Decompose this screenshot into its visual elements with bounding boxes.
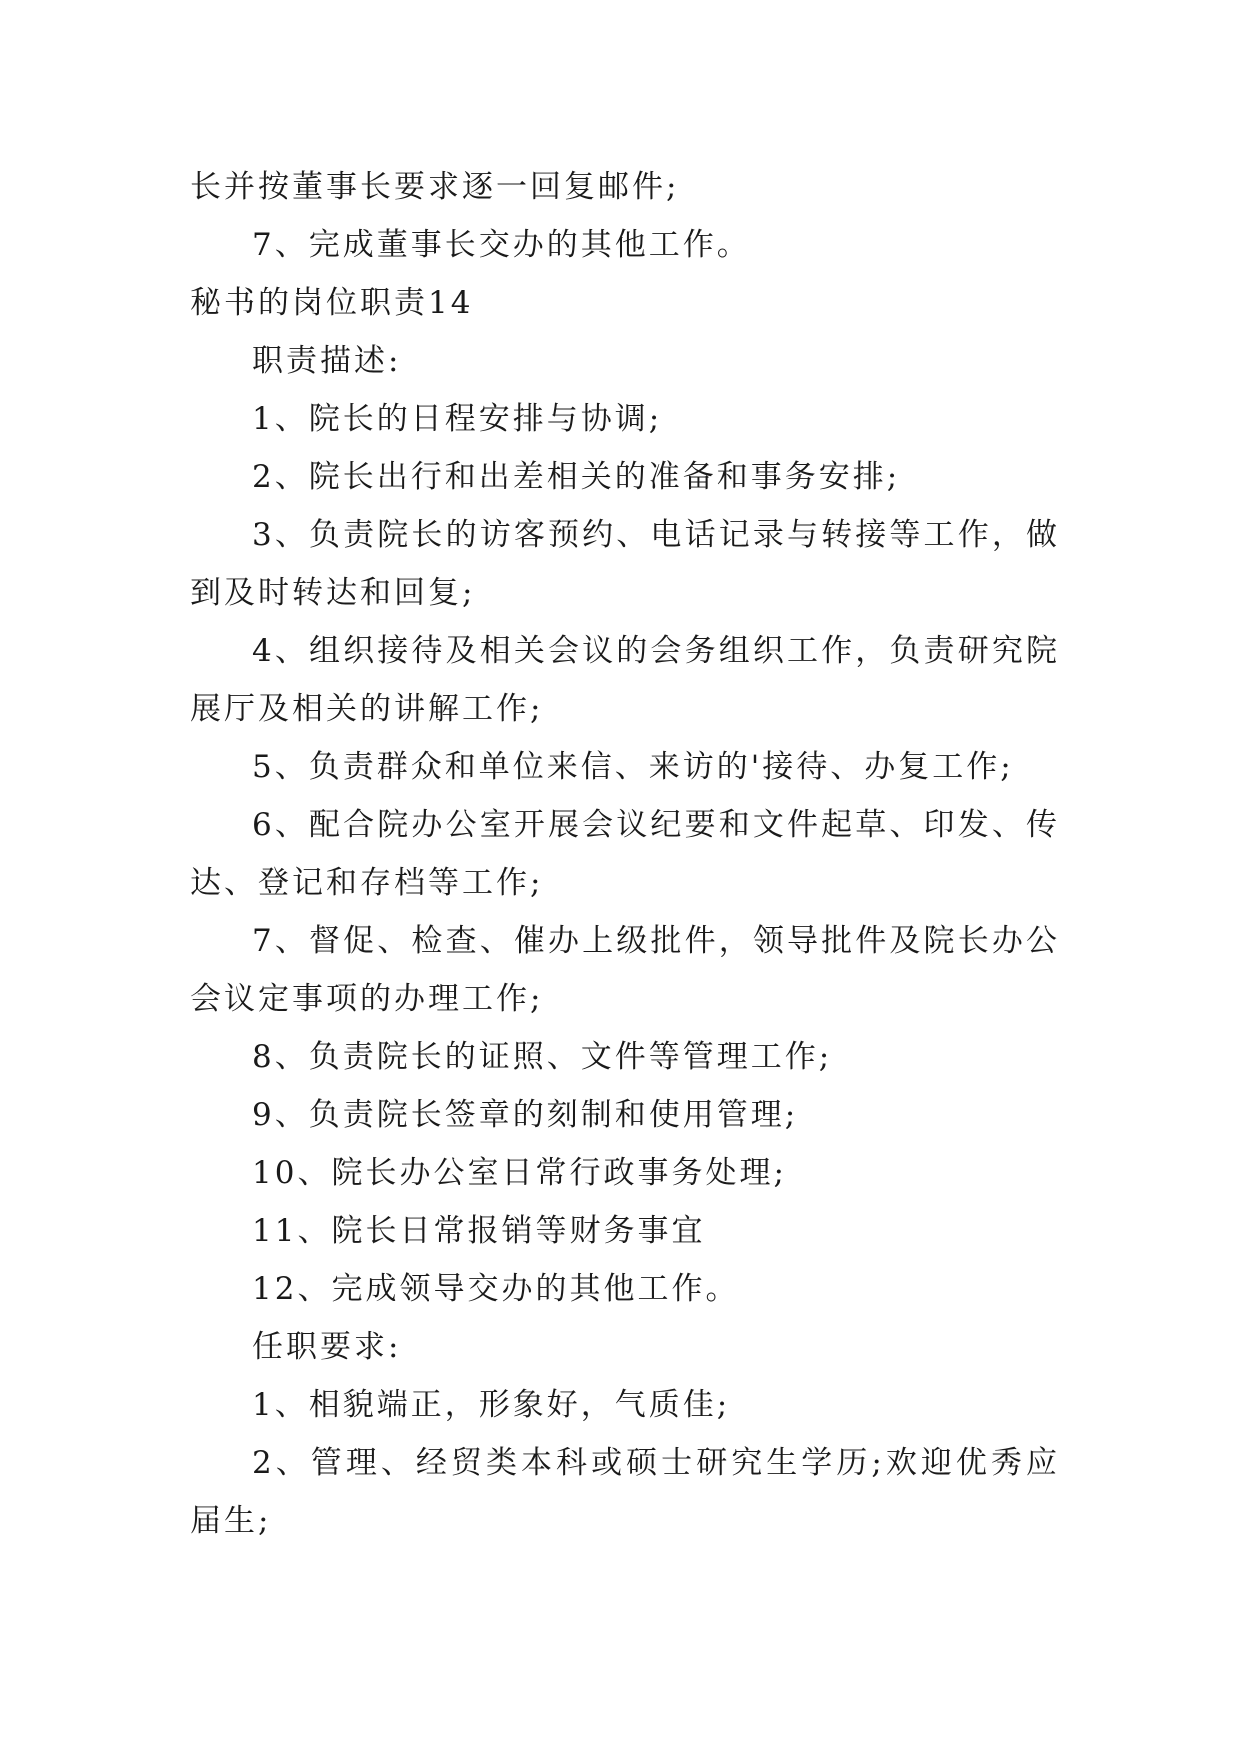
list-item: 10、院长办公室日常行政事务处理; [252,1155,787,1191]
list-item-continuation: 到及时转达和回复; [190,575,476,611]
list-item: 2、院长出行和出差相关的准备和事务安排; [252,459,901,495]
list-item: 3、负责院长的访客预约、电话记录与转接等工作，做 [252,517,1060,553]
list-item: 1、院长的日程安排与协调; [252,401,663,437]
subsection-heading: 职责描述: [252,343,402,379]
list-item: 11、院长日常报销等财务事宜 [252,1213,706,1249]
list-item: 5、负责群众和单位来信、来访的'接待、办复工作; [252,749,1014,785]
list-item: 9、负责院长签章的刻制和使用管理; [252,1097,799,1133]
list-item: 4、组织接待及相关会议的会务组织工作，负责研究院 [252,633,1060,669]
document-body [190,158,1060,1550]
list-item: 8、负责院长的证照、文件等管理工作; [252,1039,833,1075]
list-item-continuation: 展厅及相关的讲解工作; [190,691,544,727]
list-item: 6、配合院办公室开展会议纪要和文件起草、印发、传 [252,807,1060,843]
section-heading: 秘书的岗位职责14 [190,285,474,321]
list-item: 7、督促、检查、催办上级批件，领导批件及院长办公 [252,923,1060,959]
list-item-continuation: 会议定事项的办理工作; [190,981,544,1017]
paragraph-line-continuation: 长并按董事长要求逐一回复邮件; [190,169,680,205]
subsection-heading: 任职要求: [252,1329,402,1365]
list-item-continuation: 届生; [190,1503,272,1539]
list-item-continuation: 达、登记和存档等工作; [190,865,544,901]
list-item: 2、管理、经贸类本科或硕士研究生学历;欢迎优秀应 [252,1445,1060,1481]
list-item: 12、完成领导交办的其他工作。 [252,1271,740,1307]
list-item: 1、相貌端正，形象好，气质佳; [252,1387,731,1423]
paragraph-line: 7、完成董事长交办的其他工作。 [252,227,751,263]
